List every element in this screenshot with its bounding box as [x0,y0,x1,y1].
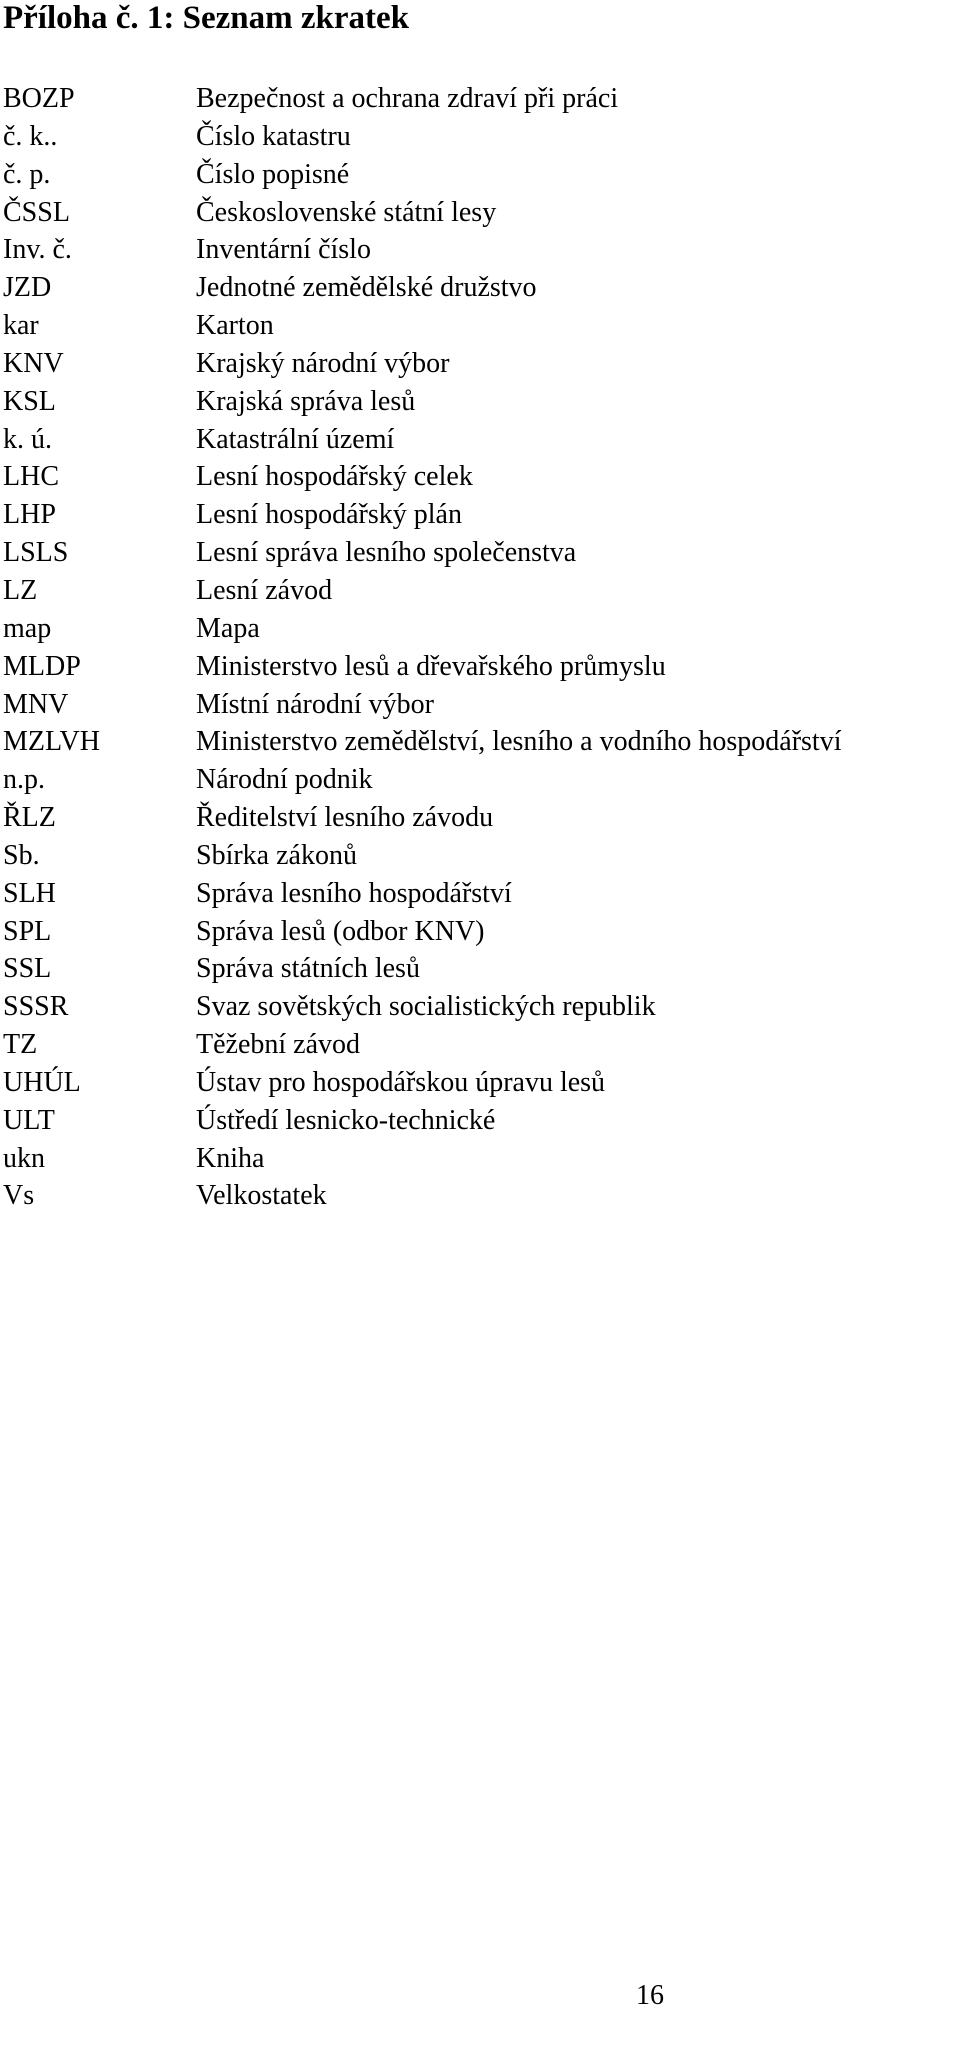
abbreviation-meaning: Krajský národní výbor [196,347,450,379]
abbreviation-row [3,761,958,799]
abbreviation-code: SLH [3,877,56,909]
abbreviation-row [3,307,958,345]
abbreviation-code: SPL [3,915,52,947]
abbreviation-row [3,421,958,459]
abbreviation-code: ULT [3,1104,55,1136]
abbreviation-code: ukn [3,1142,45,1174]
abbreviation-code: KNV [3,347,64,379]
abbreviation-code: UHÚL [3,1066,81,1098]
abbreviation-row [3,648,958,686]
abbreviation-row [3,686,958,724]
abbreviation-meaning: Číslo popisné [196,158,350,190]
abbreviation-row [3,156,958,194]
abbreviation-code: Vs [3,1180,35,1212]
abbreviation-meaning: Ministerstvo lesů a dřevařského průmyslu [196,650,666,682]
abbreviation-code: MZLVH [3,726,100,758]
abbreviation-code: BOZP [3,83,75,114]
abbreviation-meaning: Správa státních lesů [196,953,420,985]
abbreviation-row [3,118,958,156]
abbreviation-code: č. p. [3,158,51,190]
abbreviation-code: č. k.. [3,120,58,152]
abbreviation-code: KSL [3,385,56,417]
abbreviation-code: MNV [3,688,69,720]
abbreviation-meaning: Československé státní lesy [196,196,497,228]
abbreviation-meaning: Lesní hospodářský plán [196,499,462,531]
abbreviation-meaning: Kniha [196,1142,265,1174]
abbreviation-row [3,194,958,232]
abbreviation-meaning: Ústav pro hospodářskou úpravu lesů [196,1066,606,1098]
abbreviation-row [3,913,958,951]
abbreviation-code: LZ [3,574,38,606]
abbreviation-code: map [3,612,52,644]
abbreviation-row [3,383,958,421]
abbreviation-meaning: Mapa [196,612,260,644]
page-number: 16 [636,1980,664,2011]
abbreviation-code: Inv. č. [3,234,72,266]
abbreviation-row [3,1102,958,1140]
abbreviation-row [3,534,958,572]
abbreviation-meaning: Místní národní výbor [196,688,434,720]
abbreviation-row [3,950,958,988]
abbreviation-meaning: Jednotné zemědělské družstvo [196,272,537,304]
abbreviation-meaning: Správa lesů (odbor KNV) [196,915,485,947]
abbreviation-meaning: Národní podnik [196,764,373,796]
abbreviation-row [3,572,958,610]
abbreviation-row [3,496,958,534]
abbreviation-row [3,610,958,648]
abbreviation-meaning: Ústředí lesnicko-technické [196,1104,496,1136]
abbreviation-code: SSSR [3,991,69,1023]
abbreviation-meaning: Číslo katastru [196,120,351,152]
abbreviation-meaning: Krajská správa lesů [196,385,416,417]
abbreviation-row [3,875,958,913]
abbreviation-meaning: Ředitelství lesního závodu [196,802,494,834]
abbreviation-row [3,345,958,383]
abbreviation-code: JZD [3,272,52,304]
abbreviation-row [3,1177,958,1215]
abbreviation-meaning: Katastrální území [196,423,395,455]
abbreviation-code: ŘLZ [3,802,56,834]
abbreviation-meaning: Správa lesního hospodářství [196,877,512,909]
abbreviation-meaning: Bezpečnost a ochrana zdraví při práci [196,83,619,114]
abbreviation-meaning: Inventární číslo [196,234,371,266]
abbreviation-meaning: Sbírka zákonů [196,839,357,871]
abbreviation-row [3,80,958,118]
abbreviation-list [3,80,958,1215]
abbreviation-row [3,988,958,1026]
abbreviation-code: LSLS [3,537,69,569]
abbreviation-row [3,837,958,875]
abbreviation-code: LHC [3,461,59,493]
abbreviation-code: Sb. [3,839,40,871]
abbreviation-meaning: Lesní hospodářský celek [196,461,473,493]
abbreviation-meaning: Karton [196,310,274,342]
page-title: Příloha č. 1: Seznam zkratek [3,0,410,36]
abbreviation-code: LHP [3,499,56,531]
abbreviation-code: kar [3,310,39,342]
abbreviation-row [3,1140,958,1178]
abbreviation-code: TZ [3,1029,38,1061]
abbreviation-row [3,458,958,496]
abbreviation-row [3,1064,958,1102]
abbreviation-row [3,723,958,761]
abbreviation-meaning: Těžební závod [196,1029,361,1061]
abbreviation-row [3,269,958,307]
abbreviation-meaning: Svaz sovětských socialistických republik [196,991,656,1023]
abbreviation-code: n.p. [3,764,45,796]
abbreviation-meaning: Ministerstvo zemědělství, lesního a vodního hospodářství [196,726,842,758]
abbreviation-row [3,231,958,269]
abbreviation-meaning: Lesní závod [196,574,333,606]
abbreviation-meaning: Velkostatek [196,1180,327,1212]
abbreviation-code: k. ú. [3,423,52,455]
abbreviation-code: SSL [3,953,52,985]
abbreviation-code: MLDP [3,650,81,682]
abbreviation-row [3,1026,958,1064]
abbreviation-row [3,799,958,837]
abbreviation-meaning: Lesní správa lesního společenstva [196,537,577,569]
abbreviation-code: ČSSL [3,196,70,228]
